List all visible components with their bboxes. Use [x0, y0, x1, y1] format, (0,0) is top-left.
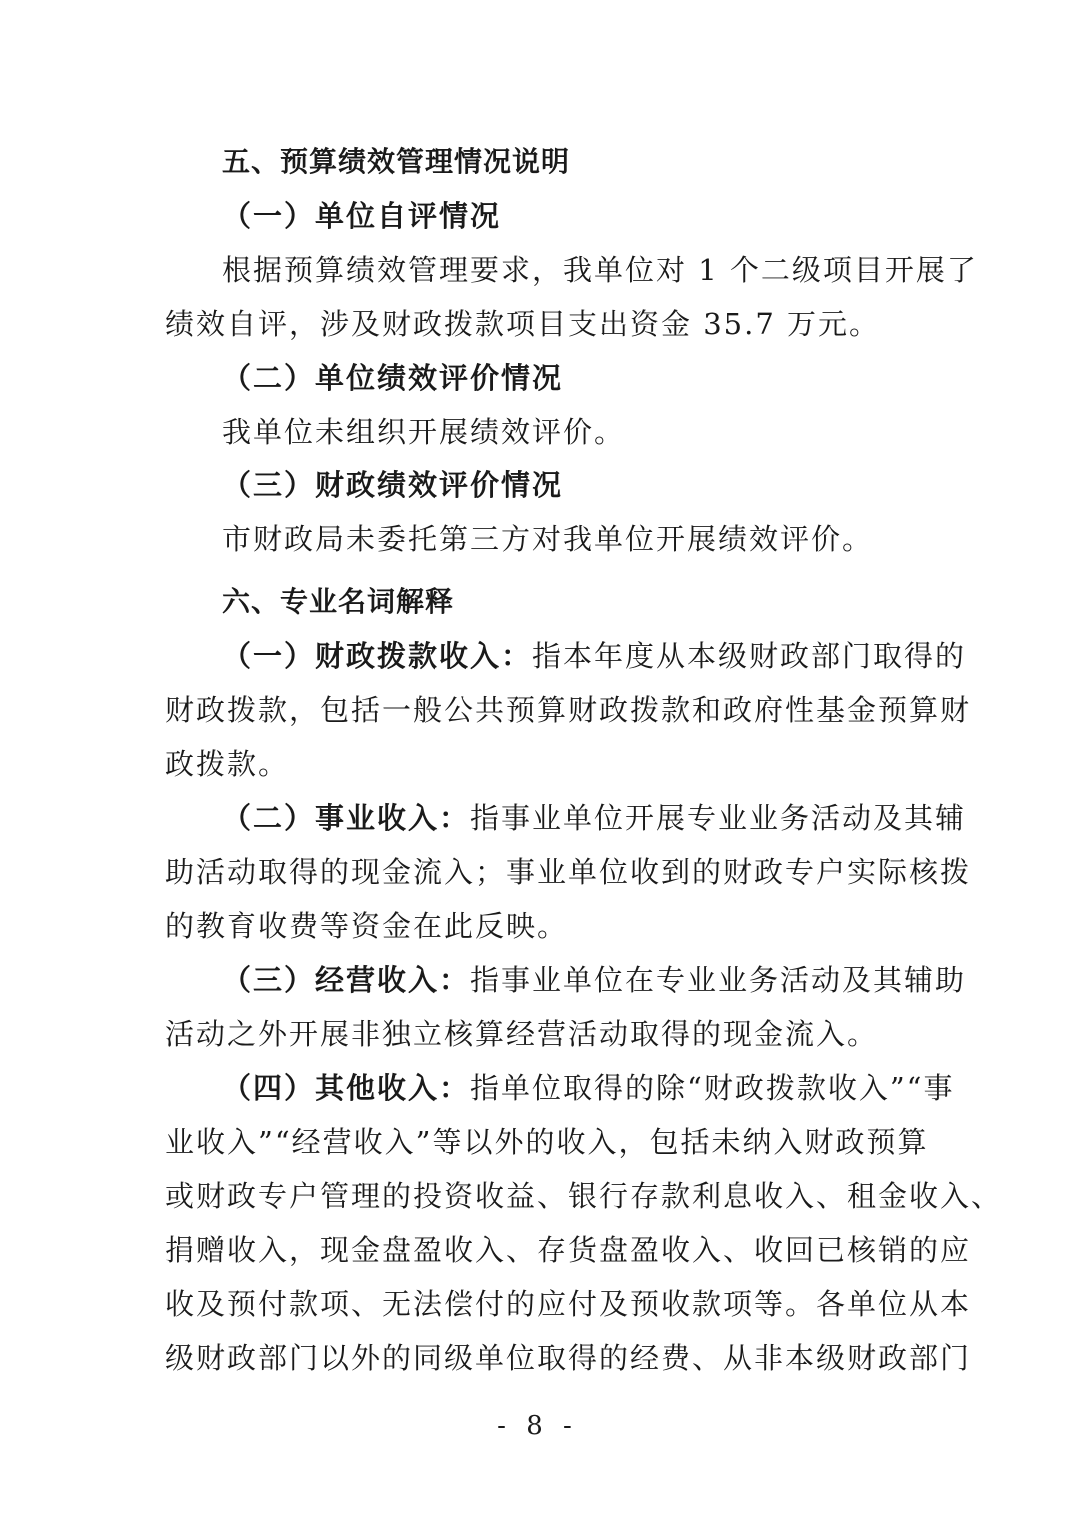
subsection-unit-evaluation-heading: （二）单位绩效评价情况	[222, 361, 564, 395]
term-other-income-line-3: 或财政专户管理的投资收益、银行存款利息收入、租金收入、	[165, 1179, 1003, 1213]
fiscal-evaluation-text: 市财政局未委托第三方对我单位开展绩效评价。	[222, 522, 874, 556]
section-6-title: 六、专业名词解释	[222, 585, 455, 618]
term-operating-income-label: （三）经营收入：	[222, 963, 471, 997]
term-other-income-line-2: 业收入”“经营收入”等以外的收入，包括未纳入财政预算	[165, 1125, 929, 1159]
term-fiscal-allocation-line-3: 政拨款。	[165, 747, 290, 781]
term-fiscal-allocation-line-1	[222, 636, 967, 676]
term-business-income-line-3: 的教育收费等资金在此反映。	[165, 909, 569, 943]
page-number: - 8 -	[497, 1411, 578, 1441]
term-fiscal-allocation-line-2: 财政拨款，包括一般公共预算财政拨款和政府性基金预算财	[165, 693, 972, 727]
subsection-fiscal-evaluation-heading: （三）财政绩效评价情况	[222, 468, 564, 502]
unit-evaluation-text: 我单位未组织开展绩效评价。	[222, 415, 626, 449]
term-operating-income-line-1	[222, 960, 967, 1000]
term-operating-income-line-2: 活动之外开展非独立核算经营活动取得的现金流入。	[165, 1017, 879, 1051]
term-business-income-line-1	[222, 798, 967, 838]
term-fiscal-allocation-definition-start: 指本年度从本级财政部门取得的	[532, 639, 967, 673]
term-other-income-line-4: 捐赠收入，现金盘盈收入、存货盘盈收入、收回已核销的应	[165, 1233, 972, 1267]
term-other-income-definition-start: 指单位取得的除“财政拨款收入”“事	[470, 1071, 955, 1105]
term-other-income-label: （四）其他收入：	[222, 1071, 471, 1105]
term-business-income-line-2: 助活动取得的现金流入；事业单位收到的财政专户实际核拨	[165, 855, 972, 889]
self-evaluation-text-line-1: 根据预算绩效管理要求，我单位对 1 个二级项目开展了	[222, 253, 978, 287]
term-other-income-line-1	[222, 1068, 955, 1108]
term-other-income-line-5: 收及预付款项、无法偿付的应付及预收款项等。各单位从本	[165, 1287, 972, 1321]
self-evaluation-text-line-2: 绩效自评，涉及财政拨款项目支出资金 35.7 万元。	[165, 307, 881, 341]
subsection-self-evaluation-heading: （一）单位自评情况	[222, 199, 502, 233]
section-5-title: 五、预算绩效管理情况说明	[222, 145, 571, 178]
term-fiscal-allocation-label: （一）财政拨款收入：	[222, 639, 533, 673]
term-other-income-line-6: 级财政部门以外的同级单位取得的经费、从非本级财政部门	[165, 1341, 972, 1375]
term-operating-income-definition-start: 指事业单位在专业业务活动及其辅助	[470, 963, 967, 997]
term-business-income-definition-start: 指事业单位开展专业业务活动及其辅	[470, 801, 967, 835]
term-business-income-label: （二）事业收入：	[222, 801, 471, 835]
